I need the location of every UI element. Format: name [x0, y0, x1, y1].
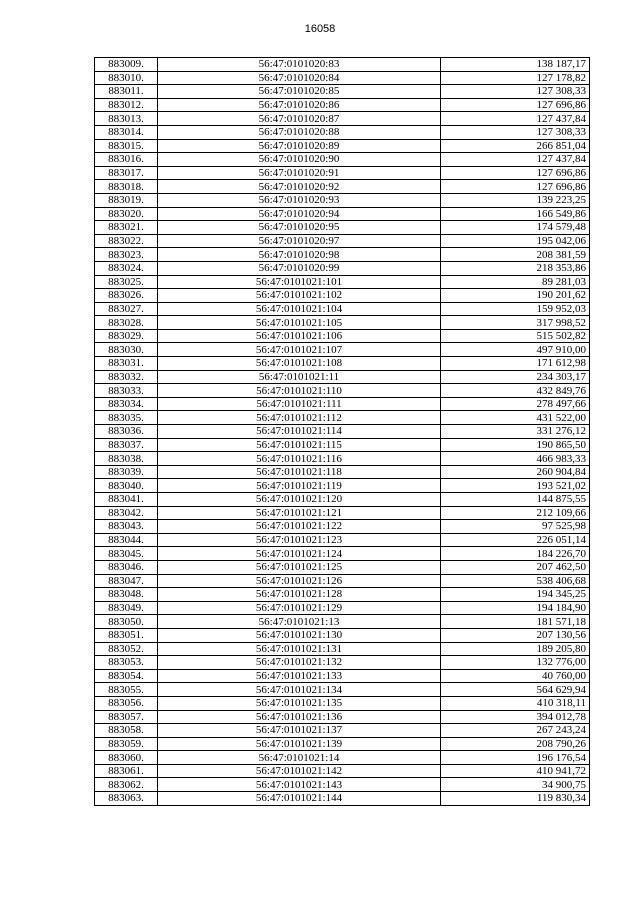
row-number: 883054. — [95, 669, 158, 683]
table-row — [95, 71, 590, 85]
row-number: 883011. — [95, 85, 158, 99]
row-number: 883031. — [95, 357, 158, 371]
table-row — [95, 764, 590, 778]
row-number: 883057. — [95, 710, 158, 724]
cadastral-number: 56:47:0101021:102 — [158, 289, 441, 303]
row-number: 883060. — [95, 751, 158, 765]
table-row — [95, 588, 590, 602]
table-row — [95, 193, 590, 207]
cadastral-number: 56:47:0101021:130 — [158, 628, 441, 642]
table-row — [95, 85, 590, 99]
row-number: 883020. — [95, 207, 158, 221]
cadastral-number: 56:47:0101020:88 — [158, 125, 441, 139]
cadastral-number: 56:47:0101021:137 — [158, 724, 441, 738]
table-row — [95, 479, 590, 493]
cadastral-number: 56:47:0101021:114 — [158, 425, 441, 439]
table-row — [95, 166, 590, 180]
row-number: 883013. — [95, 112, 158, 126]
cadastral-number: 56:47:0101020:83 — [158, 58, 441, 72]
row-number: 883009. — [95, 58, 158, 72]
cadastral-value: 538 406,68 — [441, 574, 590, 588]
cadastral-value: 127 437,84 — [441, 153, 590, 167]
table-row — [95, 547, 590, 561]
cadastral-number: 56:47:0101021:123 — [158, 533, 441, 547]
cadastral-value: 127 178,82 — [441, 71, 590, 85]
table-row — [95, 316, 590, 330]
row-number: 883051. — [95, 628, 158, 642]
cadastral-number: 56:47:0101020:86 — [158, 98, 441, 112]
row-number: 883048. — [95, 588, 158, 602]
row-number: 883037. — [95, 438, 158, 452]
cadastral-value: 212 109,66 — [441, 506, 590, 520]
row-number: 883024. — [95, 261, 158, 275]
table-body — [95, 58, 590, 806]
cadastral-value: 394 012,78 — [441, 710, 590, 724]
cadastral-value: 181 571,18 — [441, 615, 590, 629]
row-number: 883014. — [95, 125, 158, 139]
table-row — [95, 628, 590, 642]
table-row — [95, 180, 590, 194]
table-row — [95, 207, 590, 221]
cadastral-number: 56:47:0101021:122 — [158, 520, 441, 534]
cadastral-number: 56:47:0101020:95 — [158, 221, 441, 235]
cadastral-value: 410 318,11 — [441, 696, 590, 710]
table-row — [95, 384, 590, 398]
cadastral-number: 56:47:0101021:112 — [158, 411, 441, 425]
row-number: 883043. — [95, 520, 158, 534]
table-row — [95, 683, 590, 697]
row-number: 883010. — [95, 71, 158, 85]
table-row — [95, 724, 590, 738]
cadastral-value: 34 900,75 — [441, 778, 590, 792]
row-number: 883016. — [95, 153, 158, 167]
row-number: 883012. — [95, 98, 158, 112]
cadastral-number: 56:47:0101021:136 — [158, 710, 441, 724]
cadastral-number: 56:47:0101021:110 — [158, 384, 441, 398]
cadastral-value: 207 462,50 — [441, 560, 590, 574]
cadastral-number: 56:47:0101021:107 — [158, 343, 441, 357]
row-number: 883025. — [95, 275, 158, 289]
cadastral-number: 56:47:0101021:118 — [158, 465, 441, 479]
cadastral-number: 56:47:0101020:92 — [158, 180, 441, 194]
row-number: 883063. — [95, 792, 158, 806]
cadastral-value: 139 223,25 — [441, 193, 590, 207]
cadastral-number: 56:47:0101021:133 — [158, 669, 441, 683]
table-row — [95, 778, 590, 792]
row-number: 883032. — [95, 370, 158, 384]
cadastral-number: 56:47:0101021:132 — [158, 656, 441, 670]
table-row — [95, 493, 590, 507]
cadastral-number: 56:47:0101021:131 — [158, 642, 441, 656]
table-row — [95, 533, 590, 547]
cadastral-number: 56:47:0101021:11 — [158, 370, 441, 384]
cadastral-value: 138 187,17 — [441, 58, 590, 72]
table-row — [95, 411, 590, 425]
cadastral-value: 278 497,66 — [441, 397, 590, 411]
cadastral-value: 195 042,06 — [441, 234, 590, 248]
table-row — [95, 656, 590, 670]
cadastral-value-table — [94, 57, 590, 806]
cadastral-value: 208 790,26 — [441, 737, 590, 751]
cadastral-number: 56:47:0101020:99 — [158, 261, 441, 275]
row-number: 883023. — [95, 248, 158, 262]
cadastral-value: 127 696,86 — [441, 98, 590, 112]
cadastral-number: 56:47:0101021:115 — [158, 438, 441, 452]
cadastral-number: 56:47:0101021:111 — [158, 397, 441, 411]
cadastral-value: 431 522,00 — [441, 411, 590, 425]
table-row — [95, 642, 590, 656]
table-row — [95, 289, 590, 303]
cadastral-number: 56:47:0101021:125 — [158, 560, 441, 574]
cadastral-value: 132 776,00 — [441, 656, 590, 670]
cadastral-value: 331 276,12 — [441, 425, 590, 439]
table-row — [95, 275, 590, 289]
row-number: 883059. — [95, 737, 158, 751]
cadastral-value: 127 308,33 — [441, 125, 590, 139]
cadastral-value: 194 345,25 — [441, 588, 590, 602]
cadastral-value: 189 205,80 — [441, 642, 590, 656]
row-number: 883038. — [95, 452, 158, 466]
cadastral-value: 466 983,33 — [441, 452, 590, 466]
cadastral-number: 56:47:0101020:87 — [158, 112, 441, 126]
cadastral-value: 159 952,03 — [441, 302, 590, 316]
cadastral-value: 194 184,90 — [441, 601, 590, 615]
cadastral-value: 432 849,76 — [441, 384, 590, 398]
cadastral-number: 56:47:0101020:89 — [158, 139, 441, 153]
cadastral-value: 144 875,55 — [441, 493, 590, 507]
row-number: 883019. — [95, 193, 158, 207]
cadastral-value: 127 696,86 — [441, 166, 590, 180]
row-number: 883055. — [95, 683, 158, 697]
row-number: 883018. — [95, 180, 158, 194]
row-number: 883062. — [95, 778, 158, 792]
cadastral-number: 56:47:0101020:98 — [158, 248, 441, 262]
cadastral-value: 317 998,52 — [441, 316, 590, 330]
cadastral-number: 56:47:0101021:14 — [158, 751, 441, 765]
cadastral-number: 56:47:0101021:120 — [158, 493, 441, 507]
cadastral-value: 564 629,94 — [441, 683, 590, 697]
cadastral-number: 56:47:0101021:129 — [158, 601, 441, 615]
cadastral-value: 190 865,50 — [441, 438, 590, 452]
table-row — [95, 343, 590, 357]
cadastral-number: 56:47:0101021:142 — [158, 764, 441, 778]
row-number: 883052. — [95, 642, 158, 656]
row-number: 883044. — [95, 533, 158, 547]
table-row — [95, 153, 590, 167]
cadastral-value: 127 696,86 — [441, 180, 590, 194]
cadastral-value: 89 281,03 — [441, 275, 590, 289]
table-row — [95, 112, 590, 126]
cadastral-value: 497 910,00 — [441, 343, 590, 357]
cadastral-value: 226 051,14 — [441, 533, 590, 547]
cadastral-value: 267 243,24 — [441, 724, 590, 738]
cadastral-value: 260 904,84 — [441, 465, 590, 479]
cadastral-number: 56:47:0101021:104 — [158, 302, 441, 316]
table-row — [95, 248, 590, 262]
table-row — [95, 710, 590, 724]
cadastral-number: 56:47:0101021:135 — [158, 696, 441, 710]
cadastral-value: 515 502,82 — [441, 329, 590, 343]
table-row — [95, 357, 590, 371]
cadastral-number: 56:47:0101021:121 — [158, 506, 441, 520]
cadastral-value: 218 353,86 — [441, 261, 590, 275]
row-number: 883022. — [95, 234, 158, 248]
table-row — [95, 221, 590, 235]
table-row — [95, 234, 590, 248]
table-row — [95, 737, 590, 751]
cadastral-number: 56:47:0101020:94 — [158, 207, 441, 221]
table-row — [95, 520, 590, 534]
cadastral-number: 56:47:0101021:124 — [158, 547, 441, 561]
row-number: 883026. — [95, 289, 158, 303]
row-number: 883040. — [95, 479, 158, 493]
table-row — [95, 302, 590, 316]
cadastral-value: 127 308,33 — [441, 85, 590, 99]
table-row — [95, 792, 590, 806]
row-number: 883050. — [95, 615, 158, 629]
table-row — [95, 669, 590, 683]
cadastral-number: 56:47:0101021:106 — [158, 329, 441, 343]
cadastral-value: 171 612,98 — [441, 357, 590, 371]
table-row — [95, 560, 590, 574]
cadastral-value: 207 130,56 — [441, 628, 590, 642]
table-row — [95, 438, 590, 452]
cadastral-number: 56:47:0101021:101 — [158, 275, 441, 289]
table-row — [95, 615, 590, 629]
row-number: 883028. — [95, 316, 158, 330]
cadastral-number: 56:47:0101020:90 — [158, 153, 441, 167]
table-row — [95, 425, 590, 439]
table-row — [95, 506, 590, 520]
table-row — [95, 452, 590, 466]
table-row — [95, 139, 590, 153]
table-row — [95, 696, 590, 710]
cadastral-value: 190 201,62 — [441, 289, 590, 303]
cadastral-number: 56:47:0101021:116 — [158, 452, 441, 466]
row-number: 883027. — [95, 302, 158, 316]
cadastral-number: 56:47:0101021:143 — [158, 778, 441, 792]
cadastral-value: 119 830,34 — [441, 792, 590, 806]
page-number: 16058 — [304, 23, 336, 35]
row-number: 883041. — [95, 493, 158, 507]
table-row — [95, 601, 590, 615]
table-row — [95, 58, 590, 72]
cadastral-value: 174 579,48 — [441, 221, 590, 235]
cadastral-number: 56:47:0101020:93 — [158, 193, 441, 207]
row-number: 883053. — [95, 656, 158, 670]
cadastral-number: 56:47:0101021:134 — [158, 683, 441, 697]
row-number: 883045. — [95, 547, 158, 561]
cadastral-number: 56:47:0101020:91 — [158, 166, 441, 180]
row-number: 883035. — [95, 411, 158, 425]
row-number: 883033. — [95, 384, 158, 398]
row-number: 883058. — [95, 724, 158, 738]
cadastral-number: 56:47:0101021:13 — [158, 615, 441, 629]
table-row — [95, 329, 590, 343]
cadastral-number: 56:47:0101021:126 — [158, 574, 441, 588]
table-row — [95, 125, 590, 139]
row-number: 883029. — [95, 329, 158, 343]
row-number: 883056. — [95, 696, 158, 710]
cadastral-number: 56:47:0101020:97 — [158, 234, 441, 248]
table-row — [95, 465, 590, 479]
row-number: 883042. — [95, 506, 158, 520]
table-row — [95, 261, 590, 275]
cadastral-value: 97 525,98 — [441, 520, 590, 534]
row-number: 883049. — [95, 601, 158, 615]
row-number: 883061. — [95, 764, 158, 778]
row-number: 883021. — [95, 221, 158, 235]
table-row — [95, 397, 590, 411]
cadastral-number: 56:47:0101021:119 — [158, 479, 441, 493]
row-number: 883034. — [95, 397, 158, 411]
row-number: 883046. — [95, 560, 158, 574]
cadastral-number: 56:47:0101020:85 — [158, 85, 441, 99]
cadastral-value: 410 941,72 — [441, 764, 590, 778]
cadastral-number: 56:47:0101021:108 — [158, 357, 441, 371]
cadastral-value: 208 381,59 — [441, 248, 590, 262]
table-row — [95, 98, 590, 112]
cadastral-number: 56:47:0101021:105 — [158, 316, 441, 330]
cadastral-value: 184 226,70 — [441, 547, 590, 561]
row-number: 883015. — [95, 139, 158, 153]
cadastral-number: 56:47:0101021:144 — [158, 792, 441, 806]
row-number: 883047. — [95, 574, 158, 588]
table-row — [95, 370, 590, 384]
row-number: 883030. — [95, 343, 158, 357]
cadastral-value: 193 521,02 — [441, 479, 590, 493]
cadastral-value: 127 437,84 — [441, 112, 590, 126]
cadastral-value: 166 549,86 — [441, 207, 590, 221]
row-number: 883017. — [95, 166, 158, 180]
cadastral-value: 266 851,04 — [441, 139, 590, 153]
cadastral-value: 234 303,17 — [441, 370, 590, 384]
cadastral-value: 40 760,00 — [441, 669, 590, 683]
row-number: 883039. — [95, 465, 158, 479]
table-row — [95, 574, 590, 588]
table-row — [95, 751, 590, 765]
cadastral-number: 56:47:0101021:139 — [158, 737, 441, 751]
row-number: 883036. — [95, 425, 158, 439]
cadastral-value: 196 176,54 — [441, 751, 590, 765]
cadastral-number: 56:47:0101020:84 — [158, 71, 441, 85]
cadastral-number: 56:47:0101021:128 — [158, 588, 441, 602]
